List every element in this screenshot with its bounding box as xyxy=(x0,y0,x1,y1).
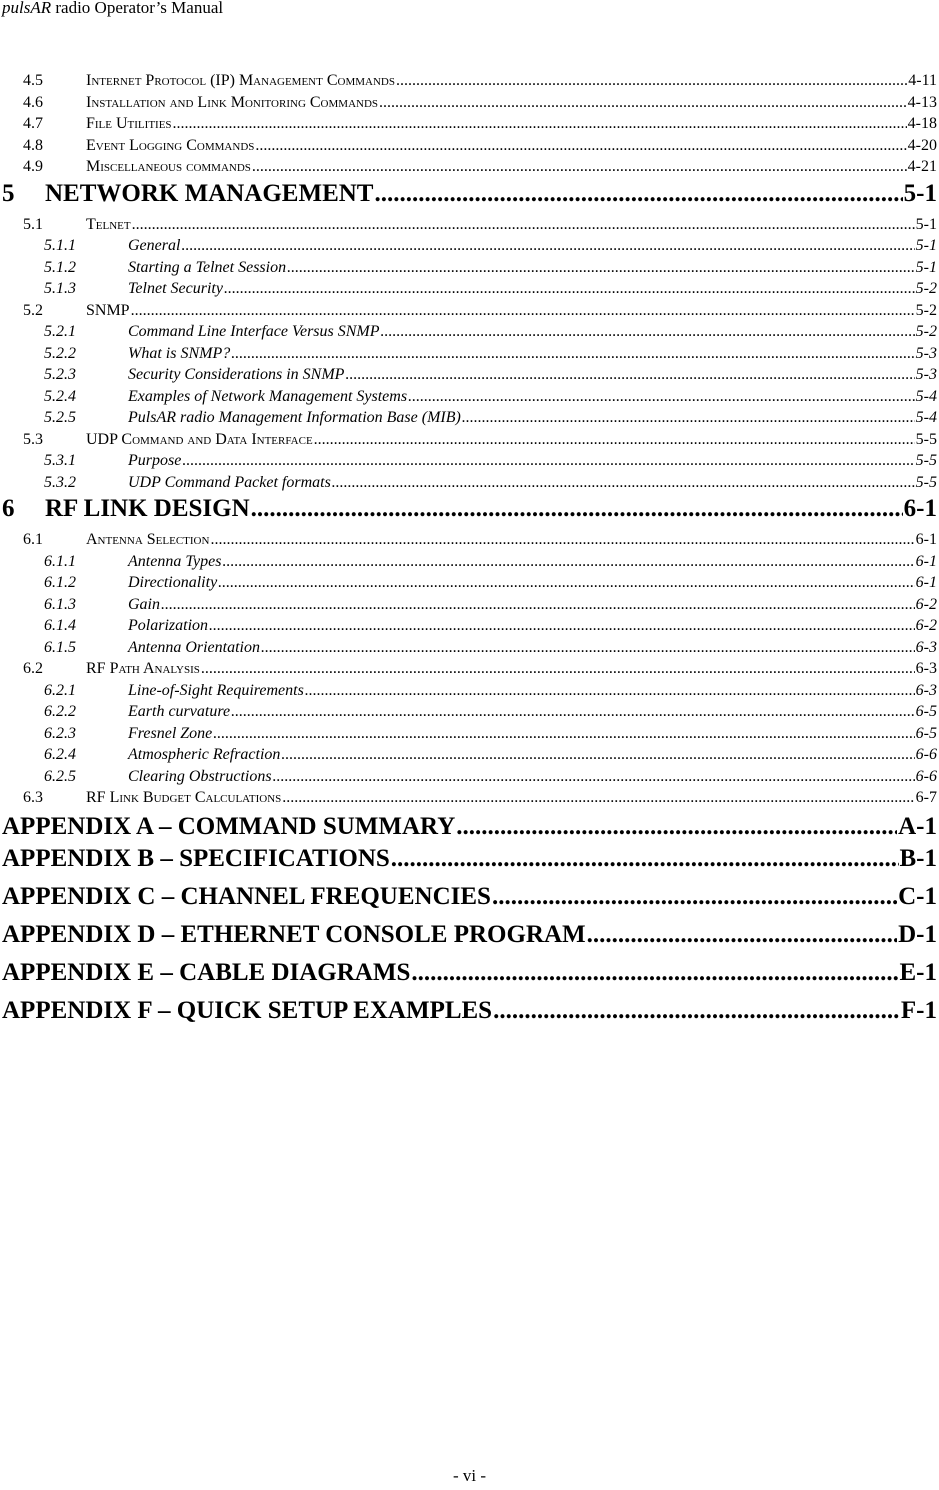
toc-number: 5.2.4 xyxy=(44,387,76,405)
toc-page-number: 6-7 xyxy=(915,789,937,806)
toc-number: 4.9 xyxy=(23,158,43,175)
dot-leader xyxy=(251,495,903,523)
toc-page-number: 6-2 xyxy=(915,595,937,613)
toc-number: 6.1.3 xyxy=(44,595,76,613)
toc-title: Directionality xyxy=(128,574,218,591)
toc-entry-level-3[interactable] xyxy=(44,768,937,790)
dot-leader xyxy=(492,883,897,911)
dot-leader xyxy=(201,660,915,678)
toc-page-number: 6-6 xyxy=(915,746,937,763)
toc-title: Antenna Types xyxy=(128,552,222,570)
toc-page-number: 6-3 xyxy=(915,638,937,656)
dot-leader xyxy=(345,366,914,384)
dot-leader xyxy=(131,302,915,320)
toc-number: 6.1 xyxy=(23,531,43,548)
toc-page-number: 4-13 xyxy=(907,93,937,111)
toc-title: Miscellaneous commands xyxy=(86,158,251,175)
toc-entry-level-1[interactable] xyxy=(2,180,937,214)
toc-appendix-entry[interactable] xyxy=(2,921,937,955)
dot-leader xyxy=(213,725,914,743)
toc-page-number: 4-21 xyxy=(907,158,937,175)
toc-number: 5 xyxy=(2,179,15,207)
toc-page-number: 6-1 xyxy=(915,552,937,570)
toc-number: 6.2.5 xyxy=(44,767,76,785)
dot-leader xyxy=(374,180,902,208)
toc-title: PulsAR radio Management Information Base (MIB) xyxy=(128,409,461,426)
toc-entry-level-1[interactable] xyxy=(2,495,937,529)
toc-number: 5.1 xyxy=(23,215,43,233)
toc-page-number: 5-1 xyxy=(903,179,937,207)
toc-page-number: 6-5 xyxy=(915,703,937,720)
dot-leader xyxy=(391,845,899,873)
toc-title: File Utilities xyxy=(86,115,172,132)
toc-title: Command Line Interface Versus SNMP xyxy=(128,323,380,340)
toc-number: 6.2.4 xyxy=(44,746,76,763)
toc-page-number: 5-2 xyxy=(915,323,937,340)
toc-number: 5.1.3 xyxy=(44,280,76,297)
toc-page-number: 4-20 xyxy=(907,136,937,154)
product-name: pulsAR xyxy=(2,0,52,17)
dot-leader xyxy=(181,237,914,255)
toc-page-number: B-1 xyxy=(899,844,937,872)
toc-number: 5.2.5 xyxy=(44,409,76,426)
dot-leader xyxy=(261,639,915,657)
toc-title: RF Link Budget Calculations xyxy=(86,789,282,806)
toc-page-number: 6-1 xyxy=(915,574,937,591)
toc-appendix-entry[interactable] xyxy=(2,997,937,1031)
dot-leader xyxy=(379,94,907,112)
toc-page-number: 6-6 xyxy=(915,767,937,785)
toc-title: UDP Command Packet formats xyxy=(128,473,331,491)
dot-leader xyxy=(282,789,914,807)
toc-entry-level-2[interactable] xyxy=(23,115,937,137)
toc-number: 5.1.1 xyxy=(44,237,76,254)
dot-leader xyxy=(287,259,915,277)
toc-title: APPENDIX F – QUICK SETUP EXAMPLES xyxy=(2,997,493,1025)
toc-entry-level-3[interactable] xyxy=(44,388,937,410)
toc-entry-level-2[interactable] xyxy=(23,137,937,159)
toc-entry-level-2[interactable] xyxy=(23,431,937,453)
dot-leader xyxy=(281,746,914,764)
dot-leader xyxy=(222,553,914,571)
toc-number: 4.5 xyxy=(23,72,43,89)
dot-leader xyxy=(210,531,914,549)
toc-page-number: E-1 xyxy=(899,959,937,987)
dot-leader xyxy=(161,596,915,614)
page-number: - vi - xyxy=(452,1466,487,1485)
toc-appendix-entry[interactable] xyxy=(2,959,937,993)
toc-title: Clearing Obstructions xyxy=(128,767,272,785)
dot-leader xyxy=(408,388,915,406)
dot-leader xyxy=(462,409,915,427)
toc-page-number: 5-5 xyxy=(915,452,937,469)
toc-number: 4.6 xyxy=(23,93,43,111)
toc-title: Event Logging Commands xyxy=(86,136,255,154)
toc-number: 6.1.2 xyxy=(44,574,76,591)
toc-title: Line-of-Sight Requirements xyxy=(128,681,304,699)
toc-title: UDP Command and Data Interface xyxy=(86,430,313,448)
toc-entry-level-3[interactable] xyxy=(44,280,937,302)
toc-title: APPENDIX B – SPECIFICATIONS xyxy=(2,844,390,872)
toc-page-number: 6-1 xyxy=(915,531,937,548)
toc-entry-level-3[interactable] xyxy=(44,746,937,768)
toc-number: 6.2.3 xyxy=(44,724,76,742)
toc-entry-level-2[interactable] xyxy=(23,660,937,682)
toc-entry-level-3[interactable] xyxy=(44,725,937,747)
toc-page-number: 5-1 xyxy=(915,237,937,254)
toc-number: 6.2.1 xyxy=(44,681,76,699)
toc-title: Fresnel Zone xyxy=(128,724,213,742)
toc-appendix-entry[interactable] xyxy=(2,845,937,879)
toc-title: What is SNMP? xyxy=(128,344,231,362)
toc-number: 5.1.2 xyxy=(44,258,76,276)
toc-title: APPENDIX E – CABLE DIAGRAMS xyxy=(2,959,411,987)
toc-page-number: 5-4 xyxy=(915,409,937,426)
toc-number: 5.2.2 xyxy=(44,344,76,362)
toc-page-number: 6-2 xyxy=(915,617,937,634)
toc-number: 4.8 xyxy=(23,136,43,154)
dot-leader xyxy=(173,115,907,133)
toc-number: 6.1.4 xyxy=(44,617,76,634)
dot-leader xyxy=(273,768,915,786)
toc-page-number: 5-5 xyxy=(915,473,937,491)
dot-leader xyxy=(224,280,915,298)
toc-page-number: F-1 xyxy=(900,997,937,1025)
toc-title: Antenna Orientation xyxy=(128,638,260,656)
dot-leader xyxy=(252,158,907,176)
toc-number: 5.2.3 xyxy=(44,366,76,383)
toc-entry-level-3[interactable] xyxy=(44,345,937,367)
toc-title: SNMP xyxy=(86,301,130,319)
toc-entry-level-3[interactable] xyxy=(44,409,937,431)
dot-leader xyxy=(396,72,907,90)
toc-page-number: A-1 xyxy=(898,812,937,840)
toc-page-number: 5-5 xyxy=(915,430,937,448)
toc-entry-level-2[interactable] xyxy=(23,94,937,116)
running-header xyxy=(2,0,223,18)
toc-entry-level-3[interactable] xyxy=(44,703,937,725)
toc-entry-level-3[interactable] xyxy=(44,237,937,259)
toc-page-number: 5-2 xyxy=(915,301,937,319)
toc-title: APPENDIX A – COMMAND SUMMARY xyxy=(2,812,456,840)
toc-number: 6.1.1 xyxy=(44,552,76,570)
toc-entry-level-2[interactable] xyxy=(23,531,937,553)
toc-entry-level-3[interactable] xyxy=(44,553,937,575)
toc-title: APPENDIX D – ETHERNET CONSOLE PROGRAM xyxy=(2,920,586,948)
toc-number: 5.2.1 xyxy=(44,323,76,340)
toc-title: APPENDIX C – CHANNEL FREQUENCIES xyxy=(2,882,491,910)
toc-entry-level-3[interactable] xyxy=(44,574,937,596)
dot-leader xyxy=(314,431,915,449)
toc-entry-level-3[interactable] xyxy=(44,366,937,388)
toc-title: Internet Protocol (IP) Management Commands xyxy=(86,72,395,89)
toc-page-number: D-1 xyxy=(898,920,937,948)
toc-entry-level-3[interactable] xyxy=(44,596,937,618)
toc-title: Gain xyxy=(128,595,160,613)
toc-entry-level-3[interactable] xyxy=(44,682,937,704)
toc-page-number: 5-3 xyxy=(915,344,937,362)
dot-leader xyxy=(182,452,914,470)
dot-leader xyxy=(332,474,915,492)
header-title: radio Operator’s Manual xyxy=(51,0,224,17)
toc-entry-level-3[interactable] xyxy=(44,639,937,661)
toc-page-number: 6-3 xyxy=(915,681,937,699)
toc-title: Security Considerations in SNMP xyxy=(128,366,345,383)
dot-leader xyxy=(209,617,915,635)
dot-leader xyxy=(231,345,914,363)
toc-number: 5.3 xyxy=(23,430,43,448)
dot-leader xyxy=(381,323,915,341)
toc-page-number: 6-1 xyxy=(903,495,937,522)
toc-page-number: 4-11 xyxy=(908,72,937,89)
toc-page-number: 5-1 xyxy=(915,215,937,233)
toc-title: Earth curvature xyxy=(128,703,231,720)
toc-title: Examples of Network Management Systems xyxy=(128,387,408,405)
toc-appendix-entry[interactable] xyxy=(2,813,937,847)
toc-entry-level-2[interactable] xyxy=(23,158,937,180)
toc-page-number: 5-4 xyxy=(915,387,937,405)
toc-title: Starting a Telnet Session xyxy=(128,258,287,276)
toc-title: Telnet xyxy=(86,215,131,233)
toc-title: Installation and Link Monitoring Commands xyxy=(86,93,379,111)
toc-page-number: 6-3 xyxy=(915,660,937,677)
dot-leader xyxy=(132,216,915,234)
toc-title: Purpose xyxy=(128,452,182,469)
dot-leader xyxy=(231,703,915,721)
toc-title: Antenna Selection xyxy=(86,531,210,548)
toc-entry-level-3[interactable] xyxy=(44,323,937,345)
toc-number: 6 xyxy=(2,495,15,522)
dot-leader xyxy=(456,813,897,841)
toc-title: RF Path Analysis xyxy=(86,660,200,677)
toc-title: RF LINK DESIGN xyxy=(45,495,250,522)
toc-title: Atmospheric Refraction xyxy=(128,746,281,763)
toc-page-number: 5-1 xyxy=(915,258,937,276)
dot-leader xyxy=(587,921,897,949)
toc-entry-level-2[interactable] xyxy=(23,789,937,811)
dot-leader xyxy=(255,137,906,155)
toc-number: 6.2 xyxy=(23,660,43,677)
toc-number: 6.2.2 xyxy=(44,703,76,720)
toc-entry-level-2[interactable] xyxy=(23,216,937,238)
toc-entry-level-2[interactable] xyxy=(23,302,937,324)
dot-leader xyxy=(411,959,898,987)
toc-page-number: 5-3 xyxy=(915,366,937,383)
toc-entry-level-3[interactable] xyxy=(44,617,937,639)
toc-number: 6.1.5 xyxy=(44,638,76,656)
toc-entry-level-3[interactable] xyxy=(44,259,937,281)
toc-number: 5.2 xyxy=(23,301,43,319)
toc-title: Polarization xyxy=(128,617,209,634)
toc-page-number: 5-2 xyxy=(915,280,937,297)
toc-entry-level-2[interactable] xyxy=(23,72,937,94)
toc-entry-level-3[interactable] xyxy=(44,474,937,496)
toc-title: NETWORK MANAGEMENT xyxy=(45,179,374,207)
dot-leader xyxy=(305,682,915,700)
toc-page-number: 4-18 xyxy=(907,115,937,132)
toc-page-number: 6-5 xyxy=(915,724,937,742)
toc-appendix-entry[interactable] xyxy=(2,883,937,917)
toc-title: Telnet Security xyxy=(128,280,223,297)
toc-number: 5.3.1 xyxy=(44,452,76,469)
dot-leader xyxy=(218,574,915,592)
toc-number: 5.3.2 xyxy=(44,473,76,491)
toc-number: 6.3 xyxy=(23,789,43,806)
toc-page-number: C-1 xyxy=(898,882,937,910)
toc-number: 4.7 xyxy=(23,115,43,132)
toc-entry-level-3[interactable] xyxy=(44,452,937,474)
toc-title: General xyxy=(128,237,181,254)
dot-leader xyxy=(493,997,900,1025)
